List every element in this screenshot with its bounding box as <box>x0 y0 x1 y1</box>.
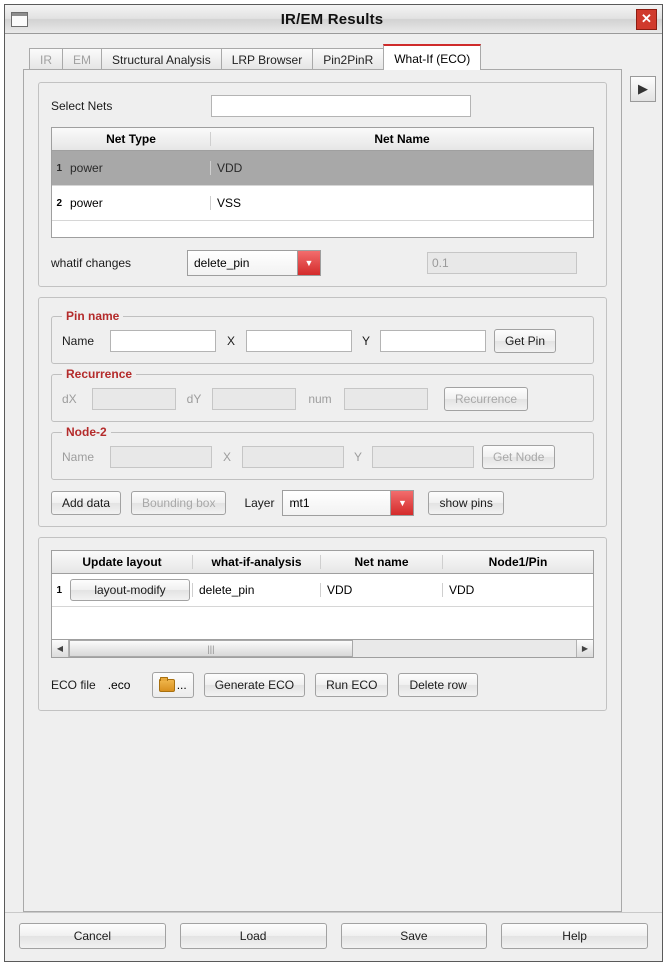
pin-x-label: X <box>226 334 235 348</box>
pin-y-input[interactable] <box>380 330 486 352</box>
results-box <box>38 537 607 711</box>
tab-bar <box>11 40 656 70</box>
cell-net-name: VDD <box>210 161 593 175</box>
recurrence-group <box>51 367 594 422</box>
title-bar <box>5 5 662 34</box>
layer-value: mt1 <box>283 491 390 515</box>
browse-file-button[interactable] <box>152 672 194 698</box>
cell-update-layout <box>64 579 192 601</box>
window-icon <box>11 12 28 27</box>
scroll-right-icon[interactable]: ▶ <box>576 640 593 657</box>
recurrence-num-label: num <box>308 392 332 406</box>
node2-name-input[interactable] <box>110 446 212 468</box>
table-row[interactable] <box>52 151 593 186</box>
whatif-changes-row <box>51 250 594 276</box>
nets-table <box>51 127 594 238</box>
recurrence-dy-label: dY <box>186 392 202 406</box>
results-horizontal-scrollbar[interactable] <box>51 640 594 658</box>
results-table <box>51 550 594 640</box>
action-row <box>51 490 594 516</box>
cancel-button[interactable]: Cancel <box>19 923 166 949</box>
pin-name-group <box>51 309 594 364</box>
chevron-down-icon: ▼ <box>390 491 413 515</box>
footer-bar <box>5 912 662 961</box>
scroll-track[interactable] <box>69 640 576 657</box>
row-number: 1 <box>56 162 62 174</box>
pin-definition-box <box>38 297 607 527</box>
delete-row-button[interactable]: Delete row <box>398 673 477 697</box>
ir-em-results-window <box>4 4 663 962</box>
recurrence-dx-input[interactable] <box>92 388 176 410</box>
nets-table-empty-space <box>52 221 593 237</box>
get-node-button[interactable]: Get Node <box>482 445 555 469</box>
node2-row <box>62 445 583 469</box>
page-title: IR/EM Results <box>280 10 384 28</box>
tab-what-if-eco[interactable]: What-If (ECO) <box>383 44 481 70</box>
row-number: 1 <box>56 584 62 596</box>
recurrence-dx-label: dX <box>62 392 77 406</box>
whatif-value-input[interactable] <box>427 252 577 274</box>
cell-net-type: power <box>70 161 103 175</box>
generate-eco-button[interactable]: Generate ECO <box>204 673 305 697</box>
show-pins-button[interactable]: show pins <box>428 491 503 515</box>
save-button[interactable]: Save <box>341 923 488 949</box>
node2-group <box>51 425 594 480</box>
add-data-button[interactable]: Add data <box>51 491 121 515</box>
pin-name-input[interactable] <box>110 330 216 352</box>
nets-col-net-name: Net Name <box>210 132 593 146</box>
node2-x-label: X <box>222 450 231 464</box>
cell-node1-pin: VDD <box>442 583 593 597</box>
results-col-net-name: Net name <box>320 555 442 569</box>
whatif-changes-label: whatif changes <box>51 256 132 270</box>
close-icon[interactable]: ✕ <box>636 9 657 30</box>
select-nets-row <box>51 95 594 117</box>
eco-bar <box>51 672 594 698</box>
row-number: 2 <box>56 197 62 209</box>
get-pin-button[interactable]: Get Pin <box>494 329 556 353</box>
results-table-header <box>52 551 593 574</box>
results-col-analysis: what-if-analysis <box>192 555 320 569</box>
tab-structural-analysis[interactable]: Structural Analysis <box>101 48 222 70</box>
folder-icon <box>159 679 175 692</box>
help-button[interactable]: Help <box>501 923 648 949</box>
cell-net-name: VDD <box>320 583 442 597</box>
cell-analysis: delete_pin <box>192 583 320 597</box>
load-button[interactable]: Load <box>180 923 327 949</box>
tab-lrp-browser[interactable]: LRP Browser <box>221 48 313 70</box>
recurrence-num-input[interactable] <box>344 388 428 410</box>
node2-y-label: Y <box>353 450 362 464</box>
pin-name-legend: Pin name <box>62 309 123 323</box>
layer-select[interactable] <box>282 490 414 516</box>
tab-em[interactable]: EM <box>62 48 102 70</box>
eco-file-input[interactable] <box>104 674 152 696</box>
node2-x-input[interactable] <box>242 446 344 468</box>
node2-legend: Node-2 <box>62 425 111 439</box>
layer-label: Layer <box>244 496 275 510</box>
window-body <box>5 34 662 912</box>
table-row[interactable] <box>52 574 593 607</box>
run-eco-button[interactable]: Run ECO <box>315 673 388 697</box>
forward-arrow-icon[interactable]: ▶ <box>630 76 656 102</box>
browse-label: ... <box>176 678 187 692</box>
pin-y-label: Y <box>361 334 370 348</box>
layout-modify-button[interactable]: layout-modify <box>70 579 190 601</box>
tab-pin2pinr[interactable]: Pin2PinR <box>312 48 384 70</box>
node2-name-label: Name <box>62 450 95 464</box>
table-row[interactable] <box>52 186 593 221</box>
results-table-empty-space <box>52 607 593 639</box>
nets-col-net-type: Net Type <box>106 132 156 146</box>
bounding-box-button[interactable]: Bounding box <box>131 491 226 515</box>
pin-name-row <box>62 329 583 353</box>
whatif-changes-value: delete_pin <box>188 251 297 275</box>
recurrence-legend: Recurrence <box>62 367 136 381</box>
select-nets-label: Select Nets <box>51 99 113 113</box>
recurrence-row <box>62 387 583 411</box>
node2-y-input[interactable] <box>372 446 474 468</box>
results-col-update-layout: Update layout <box>82 555 162 569</box>
nets-table-header <box>52 128 593 151</box>
pin-x-input[interactable] <box>246 330 352 352</box>
scroll-left-icon[interactable]: ◀ <box>52 640 69 657</box>
select-nets-box <box>38 82 607 287</box>
eco-file-label: ECO file <box>51 678 96 692</box>
cell-net-name: VSS <box>210 196 593 210</box>
recurrence-button[interactable]: Recurrence <box>444 387 528 411</box>
tab-ir[interactable]: IR <box>29 48 63 70</box>
what-if-panel <box>23 69 622 912</box>
results-col-node1-pin: Node1/Pin <box>442 555 593 569</box>
pin-name-label: Name <box>62 334 95 348</box>
whatif-changes-select[interactable] <box>187 250 321 276</box>
select-nets-input[interactable] <box>211 95 471 117</box>
chevron-down-icon: ▼ <box>297 251 320 275</box>
scroll-thumb[interactable]: ||| <box>69 640 353 657</box>
cell-net-type: power <box>70 196 103 210</box>
recurrence-dy-input[interactable] <box>212 388 296 410</box>
